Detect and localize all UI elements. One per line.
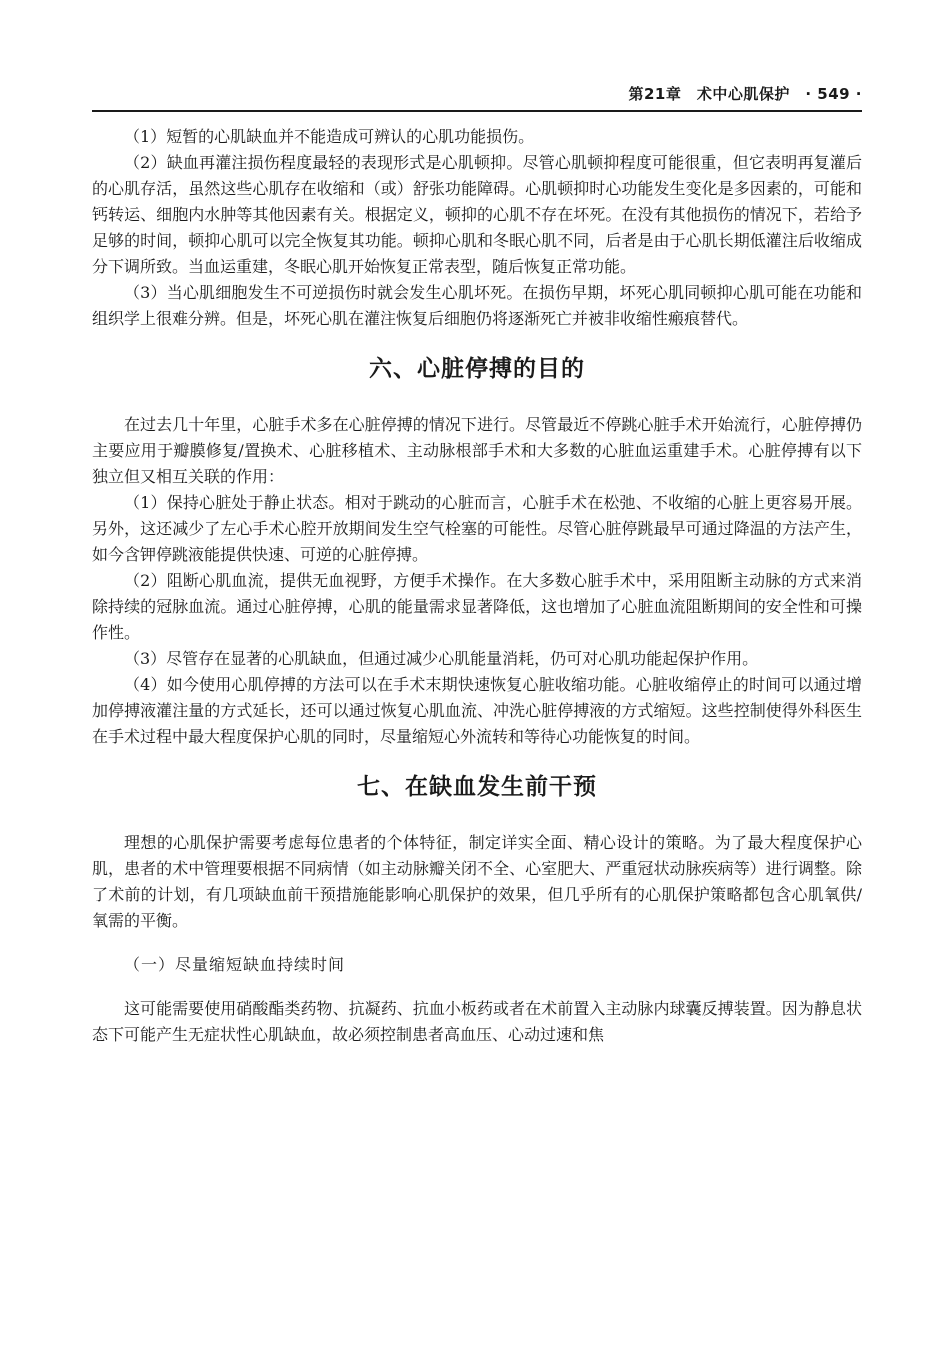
- section6-intro: 在过去几十年里，心脏手术多在心脏停搏的情况下进行。尽管最近不停跳心脏手术开始流行，心脏停搏仍主要应用于瓣膜修复/置换术、心脏移植术、主动脉根部手术和大多数的心脏血运重建手术。心脏停搏有以下独立但又相互关联的作用：: [92, 415, 862, 486]
- section7-intro: 理想的心肌保护需要考虑每位患者的个体特征，制定详实全面、精心设计的策略。为了最大程度保护心肌，患者的术中管理要根据不同病情（如主动脉瓣关闭不全、心室肥大、严重冠状动脉疾病等）进行调整。除了术前的计划，有几项缺血前干预措施能影响心肌保护的效果，但几乎所有的心肌保护策略都包含心肌氧供/氧需的平衡。: [92, 833, 862, 930]
- subsection-heading: （一）尽量缩短缺血持续时间: [124, 955, 346, 974]
- page-content: [92, 124, 862, 1048]
- paragraph-item-1: （1）短暂的心肌缺血并不能造成可辨认的心肌功能损伤。: [124, 127, 535, 146]
- paragraph-item-2: （2）缺血再灌注损伤程度最轻的表现形式是心肌顿抑。尽管心肌顿抑程度可能很重，但它表明再复灌后的心肌存活，虽然这些心肌存在收缩和（或）舒张功能障碍。心肌顿抑时心功能发生变化是多因素的，可能和钙转运、细胞内水肿等其他因素有关。根据定义，顿抑的心肌不存在坏死。在没有其他损伤的情况下，若给予足够的时间，顿抑心肌可以完全恢复其功能。顿抑心肌和冬眠心肌不同，后者是由于心肌长期低灌注后收缩成分下调所致。当血运重建，冬眠心肌开始恢复正常表型，随后恢复正常功能。: [92, 153, 862, 276]
- subsection-text: 这可能需要使用硝酸酯类药物、抗凝药、抗血小板药或者在术前置入主动脉内球囊反搏装置。因为静息状态下可能产生无症状性心肌缺血，故必须控制患者高血压、心动过速和焦: [92, 999, 862, 1044]
- section-heading-7: 七、在缺血发生前干预: [357, 773, 597, 800]
- paragraph-item-3: （3）当心肌细胞发生不可逆损伤时就会发生心肌坏死。在损伤早期，坏死心肌同顿抑心肌可能在功能和组织学上很难分辨。但是，坏死心肌在灌注恢复后细胞仍将逐渐死亡并被非收缩性瘢痕替代。: [92, 283, 862, 328]
- section-heading-6: 六、心脏停搏的目的: [369, 355, 585, 382]
- section6-item-2: （2）阻断心肌血流，提供无血视野，方便手术操作。在大多数心脏手术中，采用阻断主动脉的方式来消除持续的冠脉血流。通过心脏停搏，心肌的能量需求显著降低，这也增加了心脏血流阻断期间的安全性和可操作性。: [92, 571, 862, 642]
- section6-item-1: （1）保持心脏处于静止状态。相对于跳动的心脏而言，心脏手术在松弛、不收缩的心脏上更容易开展。另外，这还减少了左心手术心腔开放期间发生空气栓塞的可能性。尽管心脏停跳最早可通过降温的方法产生，如今含钾停跳液能提供快速、可逆的心脏停搏。: [92, 493, 862, 564]
- running-header: 第21章 术中心肌保护 · 549 ·: [92, 84, 862, 112]
- section6-item-4: （4）如今使用心肌停搏的方法可以在手术末期快速恢复心脏收缩功能。心脏收缩停止的时间可以通过增加停搏液灌注量的方式延长，还可以通过恢复心肌血流、冲洗心脏停搏液的方式缩短。这些控制使得外科医生在手术过程中最大程度保护心肌的同时，尽量缩短心外流转和等待心功能恢复的时间。: [92, 675, 862, 746]
- section6-item-3: （3）尽管存在显著的心肌缺血，但通过减少心肌能量消耗，仍可对心肌功能起保护作用。: [124, 649, 759, 668]
- page: [92, 84, 862, 1048]
